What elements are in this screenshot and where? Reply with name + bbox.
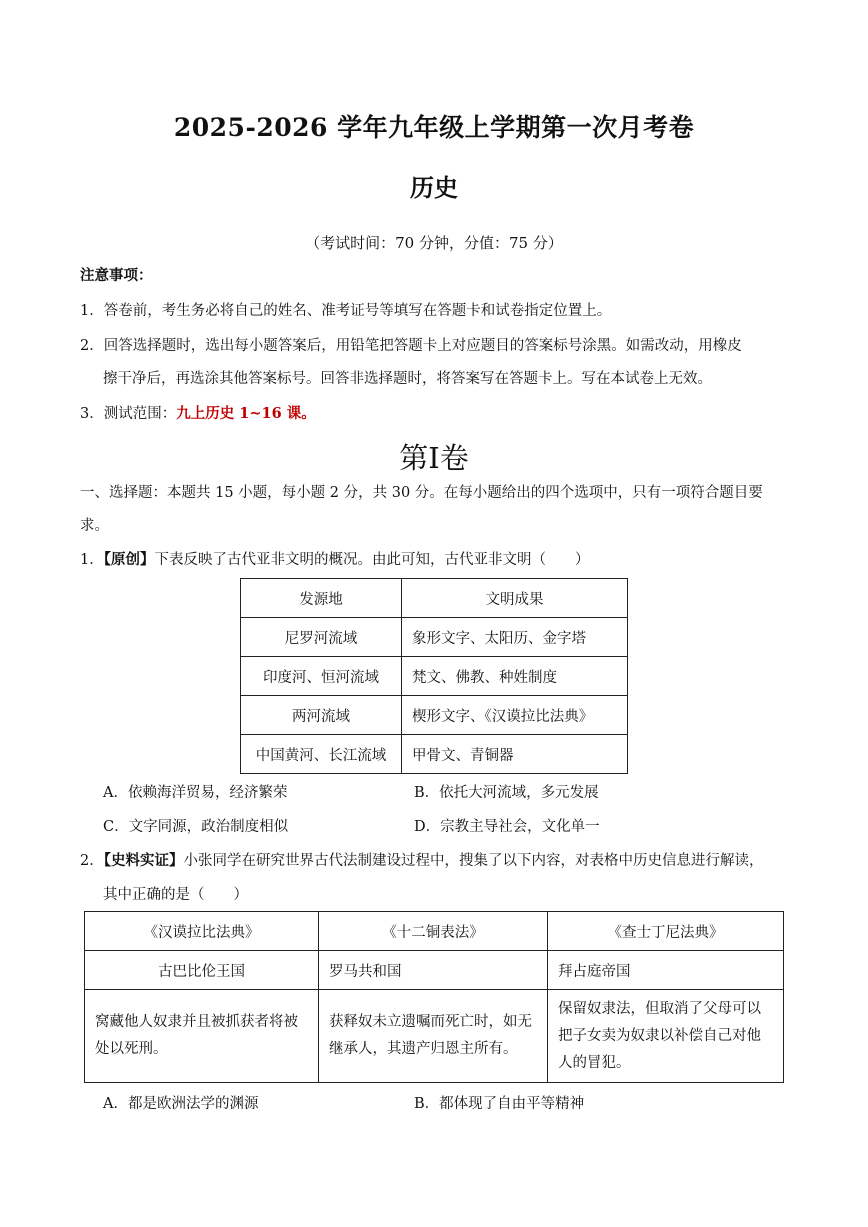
table-row bbox=[241, 696, 628, 735]
question-2-stem bbox=[80, 850, 808, 872]
exam-title: 2025-2026 学年九年级上学期第一次月考卷 bbox=[173, 113, 695, 142]
option-b: B．都体现了自由平等精神 bbox=[414, 1096, 585, 1112]
table-cell: 窝藏他人奴隶并且被抓获者将被处以死刑。 bbox=[85, 990, 319, 1083]
note-item-2: 2．回答选择题时，选出每小题答案后，用铅笔把答题卡上对应题目的答案标号涂黑。如需改动，用橡皮 bbox=[80, 338, 742, 354]
section-instructions-cont: 求。 bbox=[80, 518, 109, 534]
table-cell: 梵文、佛教、种姓制度 bbox=[402, 657, 628, 696]
table-cell: 象形文字、太阳历、金字塔 bbox=[402, 618, 628, 657]
table-cell: 尼罗河流域 bbox=[241, 618, 402, 657]
table-header-row bbox=[241, 579, 628, 618]
question-1-stem bbox=[80, 549, 790, 571]
notes-heading: 注意事项： bbox=[80, 267, 153, 284]
note-item-2-cont: 擦干净后，再选涂其他答案标号。回答非选择题时，将答案写在答题卡上。写在本试卷上无效。 bbox=[103, 371, 712, 387]
table-cell: 获释奴未立遗嘱而死亡时，如无继承人，其遗产归恩主所有。 bbox=[319, 990, 548, 1083]
option-d: D．宗教主导社会，文化单一 bbox=[414, 819, 600, 835]
table-header-cell: 《汉谟拉比法典》 bbox=[85, 912, 319, 951]
option-a: A．都是欧洲法学的渊源 bbox=[103, 1096, 259, 1112]
table-header-cell: 发源地 bbox=[241, 579, 402, 618]
table-row bbox=[241, 657, 628, 696]
table-cell: 古巴比伦王国 bbox=[85, 951, 319, 990]
question-number: 1． bbox=[80, 552, 104, 568]
scope-label: 3．测试范围： bbox=[80, 406, 177, 422]
question-tag: 【原创】 bbox=[103, 551, 155, 568]
note-item-3 bbox=[80, 403, 790, 425]
table-header-cell: 文明成果 bbox=[402, 579, 628, 618]
table-row bbox=[85, 951, 784, 990]
question-2-stem-cont: 其中正确的是（ ） bbox=[103, 887, 248, 903]
table-header-row bbox=[85, 912, 784, 951]
question-2-table bbox=[84, 911, 784, 1083]
option-b: B．依托大河流域，多元发展 bbox=[414, 785, 599, 801]
table-header-cell: 《十二铜表法》 bbox=[319, 912, 548, 951]
table-cell: 中国黄河、长江流域 bbox=[241, 735, 402, 774]
section-heading: 第Ⅰ卷 bbox=[399, 441, 469, 475]
table-cell: 甲骨文、青铜器 bbox=[402, 735, 628, 774]
table-row bbox=[85, 990, 784, 1083]
option-a: A．依赖海洋贸易，经济繁荣 bbox=[103, 785, 288, 801]
question-text: 下表反映了古代亚非文明的概况。由此可知，古代亚非文明（ ） bbox=[154, 552, 590, 568]
subject-title: 历史 bbox=[410, 173, 458, 202]
exam-info: （考试时间：70 分钟，分值：75 分） bbox=[305, 234, 563, 252]
table-cell: 保留奴隶法，但取消了父母可以把子女卖为奴隶以补偿自己对他人的冒犯。 bbox=[548, 990, 784, 1083]
table-cell: 罗马共和国 bbox=[319, 951, 548, 990]
table-cell: 印度河、恒河流域 bbox=[241, 657, 402, 696]
section-instructions: 一、选择题：本题共 15 小题，每小题 2 分，共 30 分。在每小题给出的四个选项中，只有一项符合题目要 bbox=[80, 485, 763, 501]
table-cell: 拜占庭帝国 bbox=[548, 951, 784, 990]
scope-value: 九上历史 1~16 课。 bbox=[176, 405, 316, 422]
table-row bbox=[241, 618, 628, 657]
table-row bbox=[241, 735, 628, 774]
table-cell: 楔形文字、《汉谟拉比法典》 bbox=[402, 696, 628, 735]
table-cell: 两河流域 bbox=[241, 696, 402, 735]
question-number: 2． bbox=[80, 853, 104, 869]
question-1-table bbox=[240, 578, 628, 774]
question-tag: 【史料实证】 bbox=[103, 852, 184, 869]
note-item-1: 1．答卷前，考生务必将自己的姓名、准考证号等填写在答题卡和试卷指定位置上。 bbox=[80, 303, 612, 319]
option-c: C．文字同源，政治制度相似 bbox=[103, 819, 289, 835]
table-header-cell: 《查士丁尼法典》 bbox=[548, 912, 784, 951]
question-text: 小张同学在研究世界古代法制建设过程中，搜集了以下内容，对表格中历史信息进行解读， bbox=[183, 853, 764, 869]
